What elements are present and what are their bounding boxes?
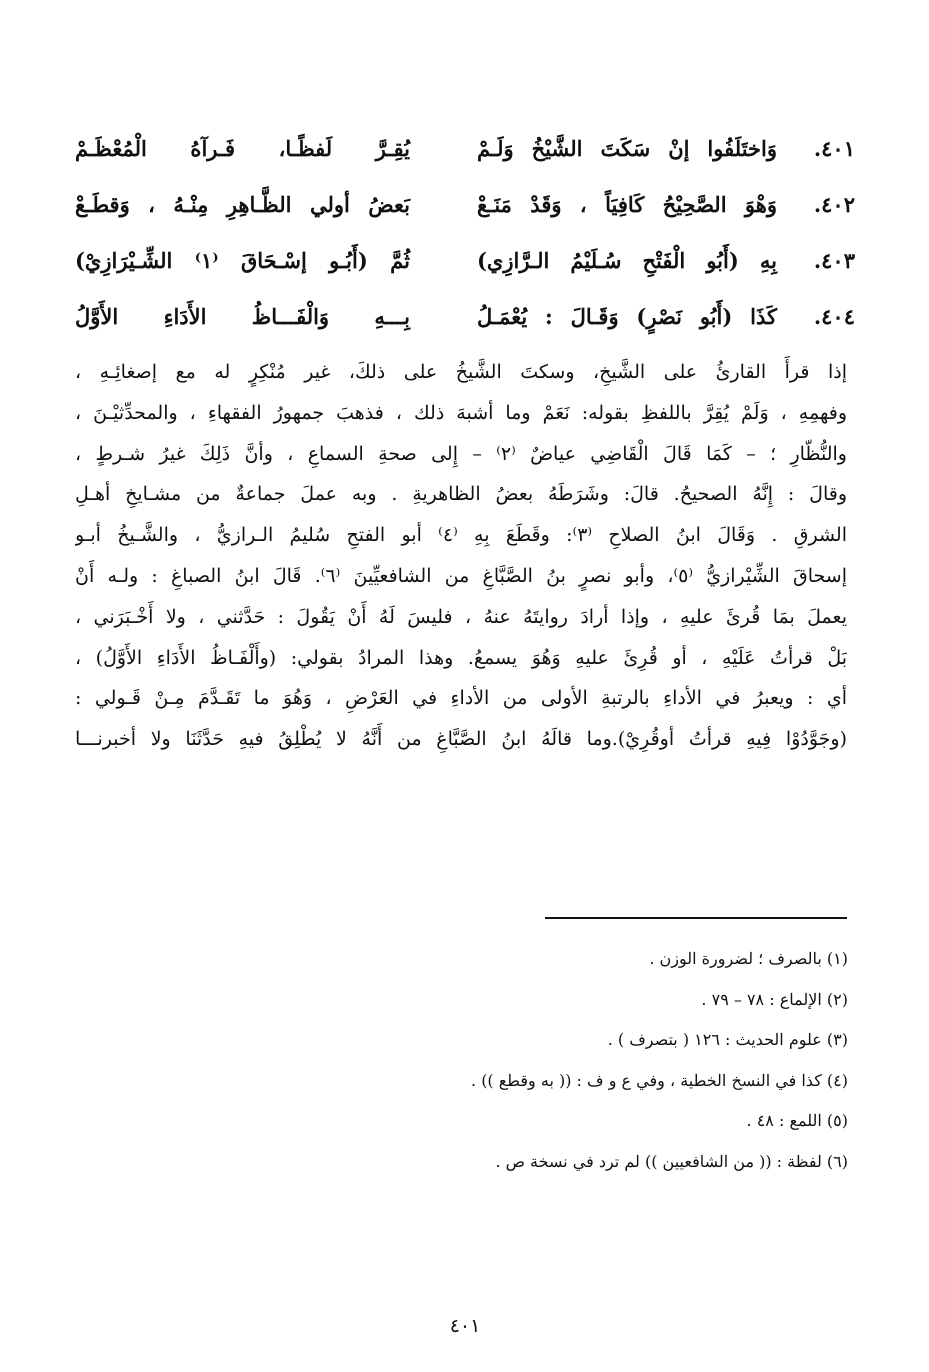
footnote-divider (545, 917, 847, 919)
footnote: (٥) اللمع : ٤٨ . (746, 1111, 848, 1130)
verse-second-hemistich: بِـــهِ وَالْفَـــاظُ الأَدَاءِ الأَوَّلُ (75, 304, 410, 329)
verse-number: ٤٠٤. (813, 304, 855, 329)
commentary-line: وفهمِهِ ، وَلَمْ يُقِرَّ باللفظِ بقوله: نَعَمْ وما أشبهَ ذلك ، فذهبَ جمهورُ الفقهاءِ ، والمحدِّثيْـنَ ، (75, 401, 847, 424)
verse-first-hemistich: وَهْوَ الصَّحِيْحُ كَافِيَاً ، وَقَدْ مَنَـعْ (477, 192, 777, 217)
verse-second-hemistich: يُقِـرَّ لَفظًـا، فَـرآهُ الْمُعْظَـمْ (75, 136, 410, 161)
commentary-line: أي : ويعبرُ في الأداءِ بالرتبةِ الأولى من الأداءِ في العَرْضِ ، وَهُوَ ما تَقَـدَّمَ مِـنْ قَـولي : (75, 687, 847, 710)
commentary-paragraph (75, 352, 847, 760)
commentary-line: بَلْ قرأتُ عَلَيْهِ ، أو قُرِئَ عليهِ وَهُوَ يسمعُ. وهذا المرادُ بقولي: (وأَلْفَـاظُ الأَدَاءِ الأَوَّلُ) ، (75, 646, 847, 669)
verse-number: ٤٠٢. (813, 192, 855, 217)
verse-row (75, 296, 855, 352)
footnote: (٤) كذا في النسخ الخطية ، وفي ع و ف : (( به وقطع )) . (471, 1070, 848, 1090)
verse-second-hemistich: ثُمَّ (أَبُـو إسْـحَاقَ ⁽١⁾ الشِّـيْرَازِيْ) (75, 248, 410, 273)
verse-number: ٤٠٣. (813, 248, 855, 273)
commentary-line: إسحاقَ الشِّيْرازيُّ ⁽٥⁾، وأبو نصرٍ بنُ الصَّبَّاغِ من الشافعيِّينَ ⁽٦⁾. قَالَ ابنُ الصباغِ : ولـه أَنْ (75, 564, 847, 587)
commentary-line: (وجَوَّدُوْا فِيهِ قرأتُ أوقُرِيْ).وما قالَهُ ابنُ الصَّبَّاغِ من أَنَّهُ لا يُطْلِقُ فيهِ حَدَّثَنَا ولا أخبرنـــا (75, 728, 847, 751)
footnote: (٢) الإلماع : ٧٨ – ٧٩ . (701, 989, 848, 1009)
footnote: (١) بالصرف ؛ لضرورة الوزن . (649, 949, 848, 968)
commentary-line: إذا قرأَ القارئُ على الشَّيخِ، وسكتَ الشَّيخُ على ذلكَ، غير مُنْكِرٍ له مع إصغائِـهِ ، (75, 361, 847, 383)
verse-row (75, 240, 855, 296)
verse-first-hemistich: وَاختَلَفُوا إنْ سَكَتَ الشَّيْخُ وَلَـمْ (477, 136, 777, 161)
verse-second-hemistich: بَعضُ أولي الظَّـاهِرِ مِنْـهُ ، وَقطَـعْ (75, 192, 410, 217)
verse-table (75, 128, 855, 352)
verse-first-hemistich: كَذَا (أَبُو نَصْرٍ) وَقَـالَ : يُعْمَـلُ (477, 304, 777, 329)
footnote: (٣) علوم الحديث : ١٢٦ ( بتصرف ) . (607, 1030, 848, 1049)
commentary-line: يعملَ بمَا قُرئَ عليهِ ، وإذا أرادَ روايتَهُ عنهُ ، فليسَ لَهُ أَنْ يَقُولَ : حَدَّثني ، ولا أَخْـبَرَني ، (75, 605, 847, 628)
commentary-line: وقالَ : إِنَّهُ الصحيحُ. قالَ: وشَرَطَهُ بعضُ الظاهريةِ . وبه عملَ جماعةٌ من مشـايخِ أهـلِ (75, 483, 847, 506)
footnote: (٦) لفظة : (( من الشافعيين )) لم ترد في نسخة ص . (495, 1151, 848, 1171)
verse-row (75, 128, 855, 184)
verse-row (75, 184, 855, 240)
footnotes (300, 946, 848, 1189)
verse-number: ٤٠١. (813, 136, 855, 161)
commentary-line: والنُّظّارِ ؛ – كَمَا قَالَ الْقَاضِي عياضٌ ⁽٢⁾ – إِلى صحةِ السماعِ ، وأنَّ ذَلِكَ غيرُ شـرطٍ ، (75, 442, 847, 465)
commentary-line: الشرقِ . وَقَالَ ابنُ الصلاحِ ⁽٣⁾: وقَطَعَ بِهِ ⁽٤⁾ أبو الفتحِ سُليمُ الـرازيُّ ، والشَّـيخُ أبـو (75, 524, 847, 547)
verse-first-hemistich: بِهِ (أَبُو الْفَتْحِ سُـلَيْمُ الـرَّازِي) (477, 248, 777, 273)
page-number: ٤٠١ (449, 1315, 481, 1337)
